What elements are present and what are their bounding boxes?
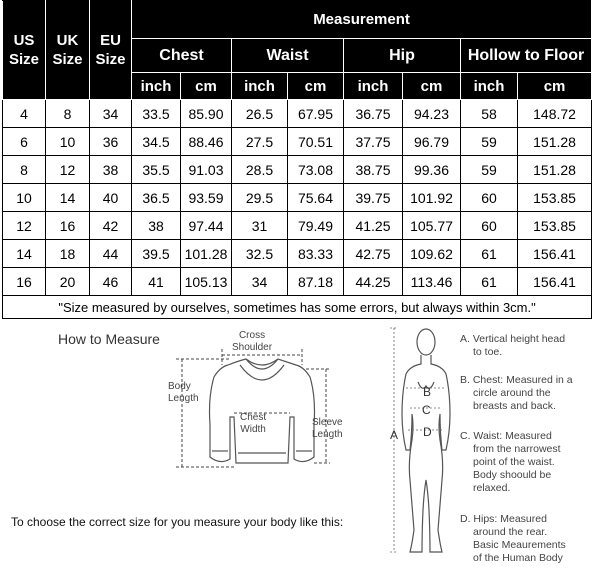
table-cell: 60 <box>461 184 518 212</box>
table-cell: 153.85 <box>518 212 592 240</box>
table-cell: 42 <box>90 212 132 240</box>
table-cell: 73.08 <box>288 156 344 184</box>
table-cell: 61 <box>461 240 518 268</box>
how-to-measure-title: How to Measure <box>58 331 160 347</box>
table-cell: 83.33 <box>288 240 344 268</box>
table-row <box>3 156 592 184</box>
table-cell: 61 <box>461 268 518 296</box>
size-chart-table <box>2 0 592 319</box>
table-cell: 10 <box>46 128 90 156</box>
table-cell: 28.5 <box>232 156 288 184</box>
table-cell: 59 <box>461 156 518 184</box>
table-cell: 151.28 <box>518 128 592 156</box>
table-cell: 12 <box>3 212 46 240</box>
body-length-label: Body Length <box>168 381 199 404</box>
eu-size-header: EU Size <box>90 1 132 100</box>
letter-a: A <box>390 428 399 442</box>
unit-header: inch <box>232 73 288 100</box>
waist-header: Waist <box>232 39 344 73</box>
table-row <box>3 240 592 268</box>
table-cell: 31 <box>232 212 288 240</box>
letter-d: D <box>423 425 432 439</box>
table-cell: 36.75 <box>344 100 403 128</box>
table-cell: 148.72 <box>518 100 592 128</box>
table-cell: 20 <box>46 268 90 296</box>
table-cell: 60 <box>461 212 518 240</box>
table-cell: 8 <box>46 100 90 128</box>
body-figure <box>388 322 460 562</box>
garment-outline <box>210 359 315 463</box>
table-cell: 8 <box>3 156 46 184</box>
table-cell: 38.75 <box>344 156 403 184</box>
table-cell: 113.46 <box>403 268 461 296</box>
table-cell: 46 <box>90 268 132 296</box>
table-cell: 14 <box>3 240 46 268</box>
letter-c: C <box>422 403 431 417</box>
unit-header: inch <box>461 73 518 100</box>
table-cell: 27.5 <box>232 128 288 156</box>
unit-header: inch <box>344 73 403 100</box>
table-cell: 70.51 <box>288 128 344 156</box>
table-row <box>3 100 592 128</box>
table-cell: 39.75 <box>344 184 403 212</box>
table-cell: 44 <box>90 240 132 268</box>
hollow-to-floor-header: Hollow to Floor <box>461 39 592 73</box>
table-cell: 44.25 <box>344 268 403 296</box>
unit-header: cm <box>403 73 461 100</box>
table-cell: 4 <box>3 100 46 128</box>
uk-size-header: UK Size <box>46 1 90 100</box>
chest-header: Chest <box>132 39 232 73</box>
sleeve-length-label: Sleeve Length <box>312 417 343 440</box>
garment-collar <box>240 365 284 380</box>
table-cell: 42.75 <box>344 240 403 268</box>
unit-header: cm <box>288 73 344 100</box>
table-cell: 29.5 <box>232 184 288 212</box>
table-cell: 67.95 <box>288 100 344 128</box>
table-cell: 99.36 <box>403 156 461 184</box>
table-cell: 156.41 <box>518 268 592 296</box>
garment-neckline <box>246 359 278 369</box>
table-cell: 26.5 <box>232 100 288 128</box>
table-cell: 41.25 <box>344 212 403 240</box>
table-cell: 37.75 <box>344 128 403 156</box>
table-cell: 79.49 <box>288 212 344 240</box>
unit-header: cm <box>181 73 232 100</box>
table-row <box>3 268 592 296</box>
table-cell: 88.46 <box>181 128 232 156</box>
table-cell: 16 <box>3 268 46 296</box>
table-cell: 156.41 <box>518 240 592 268</box>
table-row <box>3 184 592 212</box>
table-cell: 34 <box>232 268 288 296</box>
table-cell: 94.23 <box>403 100 461 128</box>
table-cell: 105.77 <box>403 212 461 240</box>
table-cell: 18 <box>46 240 90 268</box>
table-cell: 85.90 <box>181 100 232 128</box>
letter-b: B <box>423 385 432 399</box>
table-cell: 39.5 <box>132 240 181 268</box>
table-cell: 36.5 <box>132 184 181 212</box>
table-cell: 91.03 <box>181 156 232 184</box>
table-row <box>3 212 592 240</box>
unit-header: cm <box>518 73 592 100</box>
table-cell: 35.5 <box>132 156 181 184</box>
table-cell: 153.85 <box>518 184 592 212</box>
head-outline <box>417 329 435 355</box>
table-cell: 16 <box>46 212 90 240</box>
measure-instruction: To choose the correct size for you measure your body like this: <box>11 515 344 529</box>
table-cell: 38 <box>132 212 181 240</box>
size-rows <box>3 100 592 296</box>
table-cell: 93.59 <box>181 184 232 212</box>
unit-header: inch <box>132 73 181 100</box>
table-cell: 6 <box>3 128 46 156</box>
us-size-header: US Size <box>3 1 46 100</box>
table-cell: 14 <box>46 184 90 212</box>
table-row <box>3 128 592 156</box>
table-cell: 41 <box>132 268 181 296</box>
table-cell: 34.5 <box>132 128 181 156</box>
table-cell: 109.62 <box>403 240 461 268</box>
legend-item-c: C. Waist: Measured from the narrowest point of the waist. Body shoould be relaxed. <box>460 430 561 494</box>
table-cell: 40 <box>90 184 132 212</box>
table-cell: 12 <box>46 156 90 184</box>
table-cell: 105.13 <box>181 268 232 296</box>
cross-shoulder-label: Cross Shoulder <box>232 330 273 353</box>
legend-item-b: B. Chest: Measured in a circle around the breasts and back. <box>460 374 573 412</box>
table-cell: 101.28 <box>181 240 232 268</box>
table-cell: 96.79 <box>403 128 461 156</box>
table-cell: 10 <box>3 184 46 212</box>
table-cell: 58 <box>461 100 518 128</box>
size-note: "Size measured by ourselves, sometimes has some errors, but always within 3cm." <box>3 296 592 319</box>
chest-width-label: Chest Width <box>240 412 267 435</box>
table-cell: 151.28 <box>518 156 592 184</box>
table-cell: 87.18 <box>288 268 344 296</box>
table-cell: 33.5 <box>132 100 181 128</box>
table-cell: 97.44 <box>181 212 232 240</box>
table-cell: 32.5 <box>232 240 288 268</box>
legend-item-a: A. Vertical height head to toe. <box>460 333 566 358</box>
table-cell: 101.92 <box>403 184 461 212</box>
table-cell: 36 <box>90 128 132 156</box>
legend-item-d: D. Hips: Measured around the rear. Basic Meaurements of the Human Body <box>460 513 566 564</box>
table-cell: 34 <box>90 100 132 128</box>
table-cell: 75.64 <box>288 184 344 212</box>
table-cell: 59 <box>461 128 518 156</box>
hip-header: Hip <box>344 39 461 73</box>
measurement-header: Measurement <box>132 1 592 39</box>
table-cell: 38 <box>90 156 132 184</box>
